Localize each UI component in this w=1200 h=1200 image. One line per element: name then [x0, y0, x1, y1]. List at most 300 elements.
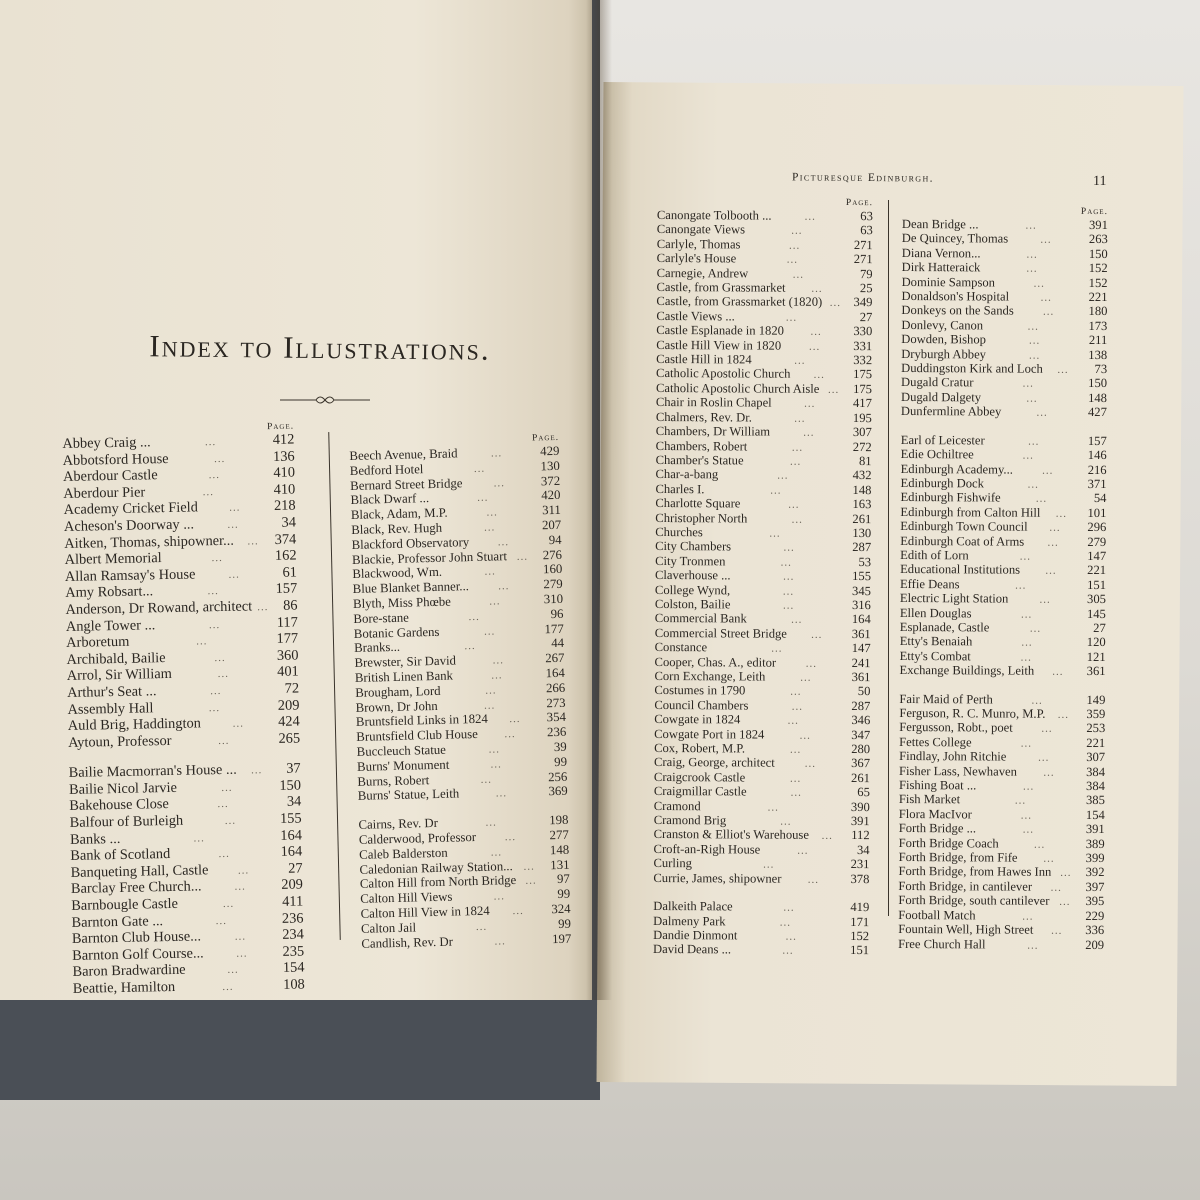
page-column-label: Page.: [1080, 206, 1108, 218]
entry-title: Charlotte Square: [655, 496, 741, 511]
entry-title: Canongate Tolbooth ...: [656, 207, 772, 223]
leader-dots: ...: [787, 714, 799, 727]
leader-dots: ...: [492, 654, 505, 667]
entry-page: 384: [1086, 764, 1106, 779]
leader-dots: ...: [217, 668, 230, 681]
entry-page: 273: [546, 695, 566, 710]
leader-dots: ...: [207, 585, 219, 598]
leader-dots: ...: [1028, 435, 1040, 448]
leader-dots: ...: [1057, 363, 1069, 376]
leader-dots: ...: [1041, 723, 1053, 736]
entry-page: 349: [853, 295, 873, 310]
entry-title: Barnton Club House...: [71, 928, 202, 948]
entry-page: 211: [1088, 333, 1108, 348]
entry-title: Flora MacIvor: [898, 806, 972, 822]
entry-title: Costumes in 1790: [654, 683, 746, 698]
running-head: Picturesque Edinburgh.: [791, 171, 935, 185]
entry-title: Castle Esplanade in 1820: [656, 323, 785, 338]
entry-title: Forth Bridge, in cantilever: [898, 878, 1033, 894]
entry-page: 164: [851, 612, 871, 627]
page-number: 11: [1092, 173, 1107, 190]
entry-page: 412: [272, 431, 295, 448]
leader-dots: ...: [1020, 651, 1032, 664]
entry-title: Blue Blanket Banner...: [352, 579, 470, 597]
entry-page: 410: [273, 481, 296, 498]
leader-dots: ...: [791, 441, 804, 454]
entry-title: Black, Adam, M.P.: [350, 505, 448, 523]
leader-dots: ...: [489, 595, 501, 608]
entry-page: 280: [851, 742, 871, 757]
entry-page: 410: [273, 464, 296, 482]
entry-page: 417: [852, 396, 872, 411]
entry-title: Blackford Observatory: [351, 534, 470, 552]
entry-title: Colston, Bailie: [654, 596, 731, 612]
entry-page: 424: [278, 713, 300, 730]
entry-page: 361: [851, 626, 871, 641]
leader-dots: ...: [488, 743, 501, 756]
leader-dots: ...: [477, 492, 489, 505]
leader-dots: ...: [1033, 277, 1045, 290]
leader-dots: ...: [208, 701, 221, 714]
entry-title: Blyth, Miss Phœbe: [352, 594, 452, 611]
leader-dots: ...: [782, 599, 795, 612]
entry-page: 241: [851, 655, 871, 670]
leader-dots: ...: [1026, 262, 1038, 275]
entry-page: 157: [1087, 433, 1107, 448]
entry-title: Esplanade, Castle: [899, 619, 990, 635]
entry-page: 221: [1087, 563, 1107, 578]
entry-title: Branks...: [353, 640, 401, 656]
leader-dots: ...: [1055, 507, 1068, 520]
entry-title: Football Match: [898, 907, 976, 923]
leader-dots: ...: [232, 717, 245, 730]
leader-dots: ...: [468, 610, 480, 623]
entry-page: 27: [288, 860, 303, 877]
entry-page: 256: [547, 769, 568, 784]
entry-page: 392: [1085, 865, 1105, 880]
leader-dots: ...: [215, 914, 228, 927]
leader-dots: ...: [813, 369, 825, 382]
entry-page: 265: [278, 730, 301, 747]
entry-title: Barclay Free Church...: [70, 878, 202, 898]
leader-dots: ...: [214, 651, 226, 664]
leader-dots: ...: [792, 268, 805, 281]
entry-title: Ellen Douglas: [899, 605, 972, 620]
entry-page: 147: [1087, 548, 1107, 564]
entry-page: 86: [282, 597, 298, 614]
leader-dots: ...: [250, 764, 263, 777]
entry-page: 99: [557, 916, 572, 931]
entry-title: Churches: [655, 524, 703, 540]
entry-page: 354: [546, 710, 567, 725]
entry-page: 261: [851, 770, 870, 785]
entry-page: 73: [1094, 362, 1108, 377]
entry-title: Duddingston Kirk and Loch: [901, 361, 1043, 376]
entry-title: Catholic Apostolic Church Aisle: [655, 380, 820, 396]
entry-title: Christopher North: [655, 510, 748, 526]
entry-page: 61: [282, 564, 298, 581]
entry-page: 399: [1085, 851, 1105, 866]
entry-page: 157: [275, 580, 298, 598]
entry-title: Exchange Buildings, Leith: [899, 663, 1035, 678]
entry-page: 197: [551, 931, 572, 946]
entry-page: 151: [1087, 577, 1107, 592]
entry-page: 266: [545, 680, 566, 696]
entry-page: 378: [850, 871, 870, 886]
entry-title: Dalmeny Park: [653, 913, 726, 928]
leader-dots: ...: [800, 671, 812, 684]
entry-title: Edie Ochiltree: [900, 447, 974, 462]
leader-dots: ...: [1021, 637, 1033, 650]
entry-page: 261: [852, 511, 872, 526]
leader-dots: ...: [1034, 838, 1046, 851]
leader-dots: ...: [224, 814, 237, 828]
entry-title: Brougham, Lord: [355, 683, 441, 700]
entry-title: Chair in Roslin Chapel: [655, 395, 772, 410]
entry-title: Bruntsfield Club House: [356, 727, 479, 745]
entry-page: 146: [1087, 448, 1107, 463]
entry-page: 216: [1087, 462, 1107, 477]
entry-title: Edinburgh Dock: [900, 475, 984, 491]
entry-page: 311: [541, 503, 562, 518]
entry-title: Donaldson's Hospital: [901, 289, 1010, 304]
leader-dots: ...: [516, 550, 529, 563]
entry-title: Craigmillar Castle: [653, 784, 747, 799]
entry-page: 324: [551, 901, 571, 917]
leader-dots: ...: [1019, 550, 1032, 563]
entry-title: Canongate Views: [656, 222, 746, 237]
entry-title: Aberdour Castle: [62, 467, 158, 486]
leader-dots: ...: [788, 239, 801, 252]
entry-page: 155: [279, 810, 302, 827]
leader-dots: ...: [791, 700, 804, 713]
entry-page: 39: [553, 739, 567, 755]
leader-dots: ...: [794, 412, 806, 425]
entry-page: 374: [274, 531, 297, 548]
entry-page: 395: [1085, 894, 1105, 909]
entry-page: 279: [1087, 534, 1107, 549]
entry-title: Barnton Gate ...: [71, 912, 164, 931]
leader-dots: ...: [257, 601, 269, 614]
entry-title: Calderwood, Professor: [358, 829, 477, 847]
entry-title: Barnbougle Castle: [71, 895, 179, 914]
leader-dots: ...: [483, 625, 496, 638]
leader-dots: ...: [783, 570, 795, 583]
leader-dots: ...: [804, 398, 816, 411]
entry-title: Earl of Leicester: [900, 432, 985, 448]
entry-title: Calton Hill View in 1824: [360, 903, 490, 921]
entry-page: 163: [852, 497, 872, 512]
entry-title: Auld Brig, Haddington: [67, 715, 202, 735]
entry-page: 154: [1085, 807, 1105, 822]
entry-page: 316: [851, 597, 871, 613]
entry-page: 121: [1086, 649, 1106, 664]
entry-title: Brown, Dr John: [355, 698, 438, 715]
entry-page: 229: [1085, 908, 1105, 923]
entry-page: 307: [852, 425, 872, 440]
leader-dots: ...: [236, 947, 248, 960]
index-column-b: [349, 432, 572, 952]
entry-title: City Chambers: [655, 539, 732, 554]
entry-title: Dowden, Bishop: [901, 332, 987, 347]
entry-title: Fish Market: [898, 792, 961, 807]
entry-page: 148: [1088, 390, 1108, 405]
entry-title: Educational Institutions: [900, 562, 1021, 577]
entry-page: 65: [857, 785, 870, 800]
entry-page: 427: [1087, 405, 1107, 420]
leader-dots: ...: [1035, 493, 1048, 506]
entry-page: 287: [852, 540, 872, 555]
entry-title: Claverhouse ...: [654, 568, 731, 583]
entry-title: Forth Bridge Coach: [898, 835, 999, 851]
leader-dots: ...: [208, 469, 221, 482]
entry-title: Banks ...: [69, 830, 121, 848]
entry-page: 160: [542, 562, 563, 577]
entry-title: Findlay, John Ritchie: [899, 749, 1007, 764]
entry-title: Baron Bradwardine: [72, 962, 186, 981]
leader-dots: ...: [475, 920, 488, 933]
entry-title: Castle Hill View in 1820: [656, 337, 782, 353]
leader-dots: ...: [498, 580, 510, 593]
index-entry: [901, 405, 1107, 420]
entry-page: 99: [557, 886, 571, 902]
leader-dots: ...: [782, 585, 795, 598]
entry-page: 50: [857, 684, 871, 699]
entry-title: Currie, James, shipowner: [653, 870, 782, 886]
entry-page: 209: [1085, 937, 1105, 952]
entry-title: Archibald, Bailie: [66, 649, 166, 668]
entry-title: British Linen Bank: [354, 668, 454, 685]
entry-title: Craigcrook Castle: [653, 769, 746, 785]
leader-dots: ...: [218, 848, 230, 861]
entry-title: Edinburgh from Calton Hill: [900, 504, 1041, 520]
entry-title: Bank of Scotland: [70, 846, 171, 865]
entry-page: 171: [850, 914, 870, 929]
entry-title: Croft-an-Righ House: [653, 841, 761, 857]
entry-title: Botanic Gardens: [353, 624, 440, 641]
entry-page: 27: [1093, 620, 1106, 636]
entry-page: 330: [853, 324, 873, 339]
entry-page: 112: [851, 828, 870, 843]
leader-dots: ...: [821, 830, 833, 843]
entry-title: Council Chambers: [654, 697, 749, 713]
leader-dots: ...: [1047, 536, 1059, 549]
leader-dots: ...: [794, 354, 806, 367]
entry-title: Carlyle, Thomas: [656, 236, 741, 252]
entry-title: Dugald Cratur: [901, 375, 974, 390]
entry-title: Cox, Robert, M.P.: [654, 741, 746, 756]
entry-title: Edinburgh Fishwife: [900, 490, 1001, 505]
leader-dots: ...: [780, 556, 792, 569]
title-ornament: [280, 394, 370, 406]
entry-title: Forth Bridge ...: [898, 821, 977, 836]
leader-dots: ...: [1060, 867, 1072, 880]
entry-title: Cramond: [653, 798, 701, 813]
entry-page: 221: [1086, 735, 1106, 750]
entry-page: 218: [273, 497, 296, 515]
entry-title: College Wynd,: [654, 582, 731, 597]
leader-dots: ...: [828, 383, 840, 396]
entry-page: 173: [1088, 318, 1108, 333]
entry-title: Cramond Brig: [653, 813, 727, 828]
leader-dots: ...: [211, 552, 223, 565]
page-column-label: Page.: [845, 197, 873, 209]
entry-title: Bailie Macmorran's House ...: [68, 761, 237, 782]
entry-page: 81: [858, 453, 872, 469]
entry-title: Donlevy, Canon: [901, 317, 984, 333]
leader-dots: ...: [782, 944, 794, 958]
entry-page: 117: [276, 614, 298, 631]
entry-page: 97: [556, 872, 571, 887]
entry-title: Dean Bridge ...: [901, 216, 979, 232]
entry-title: Amy Robsart...: [65, 583, 154, 602]
entry-page: 287: [851, 698, 871, 713]
entry-title: Black, Rev. Hugh: [351, 520, 443, 537]
leader-dots: ...: [237, 864, 250, 877]
entry-title: Abbotsford House: [62, 450, 169, 469]
entry-title: Bernard Street Bridge: [350, 475, 463, 493]
entry-title: Fettes College: [899, 734, 972, 750]
leader-dots: ...: [1026, 392, 1038, 405]
entry-page: 25: [859, 281, 873, 296]
entry-title: Assembly Hall: [67, 699, 154, 718]
entry-title: Donkeys on the Sands: [901, 303, 1014, 319]
leader-dots: ...: [509, 713, 521, 726]
entry-page: 177: [544, 621, 564, 636]
entry-page: 155: [852, 569, 872, 584]
entry-page: 152: [850, 928, 870, 944]
entry-title: Academy Cricket Field: [63, 499, 199, 519]
leader-dots: ...: [777, 469, 789, 483]
entry-title: Dandie Dinmont: [653, 927, 738, 943]
entry-title: Bedford Hotel: [349, 461, 424, 478]
leader-dots: ...: [1049, 521, 1061, 534]
entry-title: Calton Hill from North Bridge: [359, 873, 517, 892]
entry-title: David Deans ...: [653, 942, 732, 957]
entry-page: 175: [853, 381, 873, 397]
leader-dots: ...: [234, 880, 246, 894]
entry-page: 152: [1088, 261, 1108, 276]
leader-dots: ...: [1022, 449, 1034, 462]
entry-title: Dugald Dalgety: [900, 389, 982, 405]
leader-dots: ...: [1028, 349, 1041, 362]
entry-page: 263: [1088, 232, 1108, 247]
leader-dots: ...: [1027, 320, 1039, 333]
entry-page: 267: [545, 650, 565, 666]
entry-title: Forth Bridge, from Fife: [898, 850, 1018, 865]
entry-title: Anderson, Dr Rowand, architect: [65, 598, 253, 618]
entry-page: 369: [548, 784, 568, 799]
entry-title: City Tronmen: [655, 553, 726, 569]
leader-dots: ...: [480, 773, 493, 786]
entry-title: Fountain Well, High Street: [898, 922, 1034, 937]
entry-page: 198: [549, 812, 569, 828]
leader-dots: ...: [805, 657, 817, 670]
entry-page: 63: [860, 223, 873, 238]
leader-dots: ...: [1042, 464, 1054, 477]
entry-page: 79: [859, 266, 873, 281]
entry-page: 331: [853, 338, 873, 353]
leader-dots: ...: [222, 980, 234, 994]
leader-dots: ...: [217, 798, 229, 811]
entry-title: Carlyle's House: [656, 251, 737, 266]
entry-title: Castle, from Grassmarket (1820): [656, 294, 823, 310]
leader-dots: ...: [484, 565, 496, 579]
entry-page: 131: [550, 857, 570, 872]
leader-dots: ...: [791, 614, 803, 627]
entry-title: Chamber's Statue: [655, 452, 744, 468]
entry-page: 231: [850, 857, 870, 872]
entry-title: Blackie, Professor John Stuart: [351, 548, 508, 567]
entry-page: 432: [852, 468, 872, 483]
book-gutter: [586, 0, 612, 1000]
entry-page: 411: [281, 893, 304, 910]
entry-page: 27: [859, 309, 873, 324]
entry-title: Castle Hill in 1824: [656, 352, 752, 367]
entry-title: Carnegie, Andrew: [656, 265, 749, 281]
leader-dots: ...: [483, 521, 496, 534]
entry-page: 234: [282, 926, 305, 944]
leader-dots: ...: [790, 786, 802, 800]
page-title: Index to Illustrations.: [149, 328, 491, 367]
leader-dots: ...: [228, 568, 240, 581]
entry-title: Acheson's Doorway ...: [63, 516, 195, 535]
entry-page: 130: [852, 525, 872, 541]
entry-title: Brewster, Sir David: [354, 653, 457, 671]
index-column-d: [898, 205, 1108, 953]
entry-title: Catholic Apostolic Church: [656, 366, 791, 382]
entry-page: 209: [277, 696, 300, 714]
leader-dots: ...: [1027, 478, 1039, 491]
entry-page: 332: [853, 353, 873, 368]
leader-dots: ...: [786, 253, 799, 266]
entry-title: Edith of Lorn: [900, 547, 969, 563]
leader-dots: ...: [229, 501, 241, 515]
leader-dots: ...: [1042, 306, 1055, 319]
leader-dots: ...: [789, 743, 802, 756]
entry-title: Aberdour Pier: [63, 484, 146, 502]
entry-page: 138: [1088, 347, 1108, 362]
leader-dots: ...: [791, 513, 803, 526]
entry-title: Calton Hill Views: [360, 889, 453, 906]
entry-title: Aitken, Thomas, shipowner...: [64, 532, 235, 552]
leader-dots: ...: [202, 485, 215, 499]
entry-page: 420: [541, 488, 561, 503]
leader-dots: ...: [789, 772, 802, 785]
entry-title: Charles I.: [655, 481, 705, 496]
leader-dots: ...: [1020, 809, 1033, 822]
entry-title: Caleb Balderston: [359, 845, 448, 862]
leader-dots: ...: [1036, 406, 1048, 420]
entry-page: 310: [543, 591, 564, 607]
entry-title: Burns' Statue, Leith: [357, 786, 460, 804]
leader-dots: ...: [829, 297, 841, 310]
entry-title: Bakehouse Close: [69, 796, 170, 815]
leader-dots: ...: [234, 930, 247, 943]
leader-dots: ...: [783, 901, 795, 914]
entry-page: 276: [542, 547, 563, 562]
leader-dots: ...: [1022, 378, 1034, 391]
leader-dots: ...: [799, 729, 811, 742]
leader-dots: ...: [493, 476, 506, 490]
entry-page: 175: [853, 367, 873, 382]
leader-dots: ...: [523, 860, 535, 873]
leader-dots: ...: [763, 858, 775, 871]
entry-page: 361: [851, 670, 871, 685]
leader-dots: ...: [1028, 334, 1041, 347]
entry-page: 108: [283, 976, 305, 993]
entry-title: Balfour of Burleigh: [69, 812, 184, 831]
